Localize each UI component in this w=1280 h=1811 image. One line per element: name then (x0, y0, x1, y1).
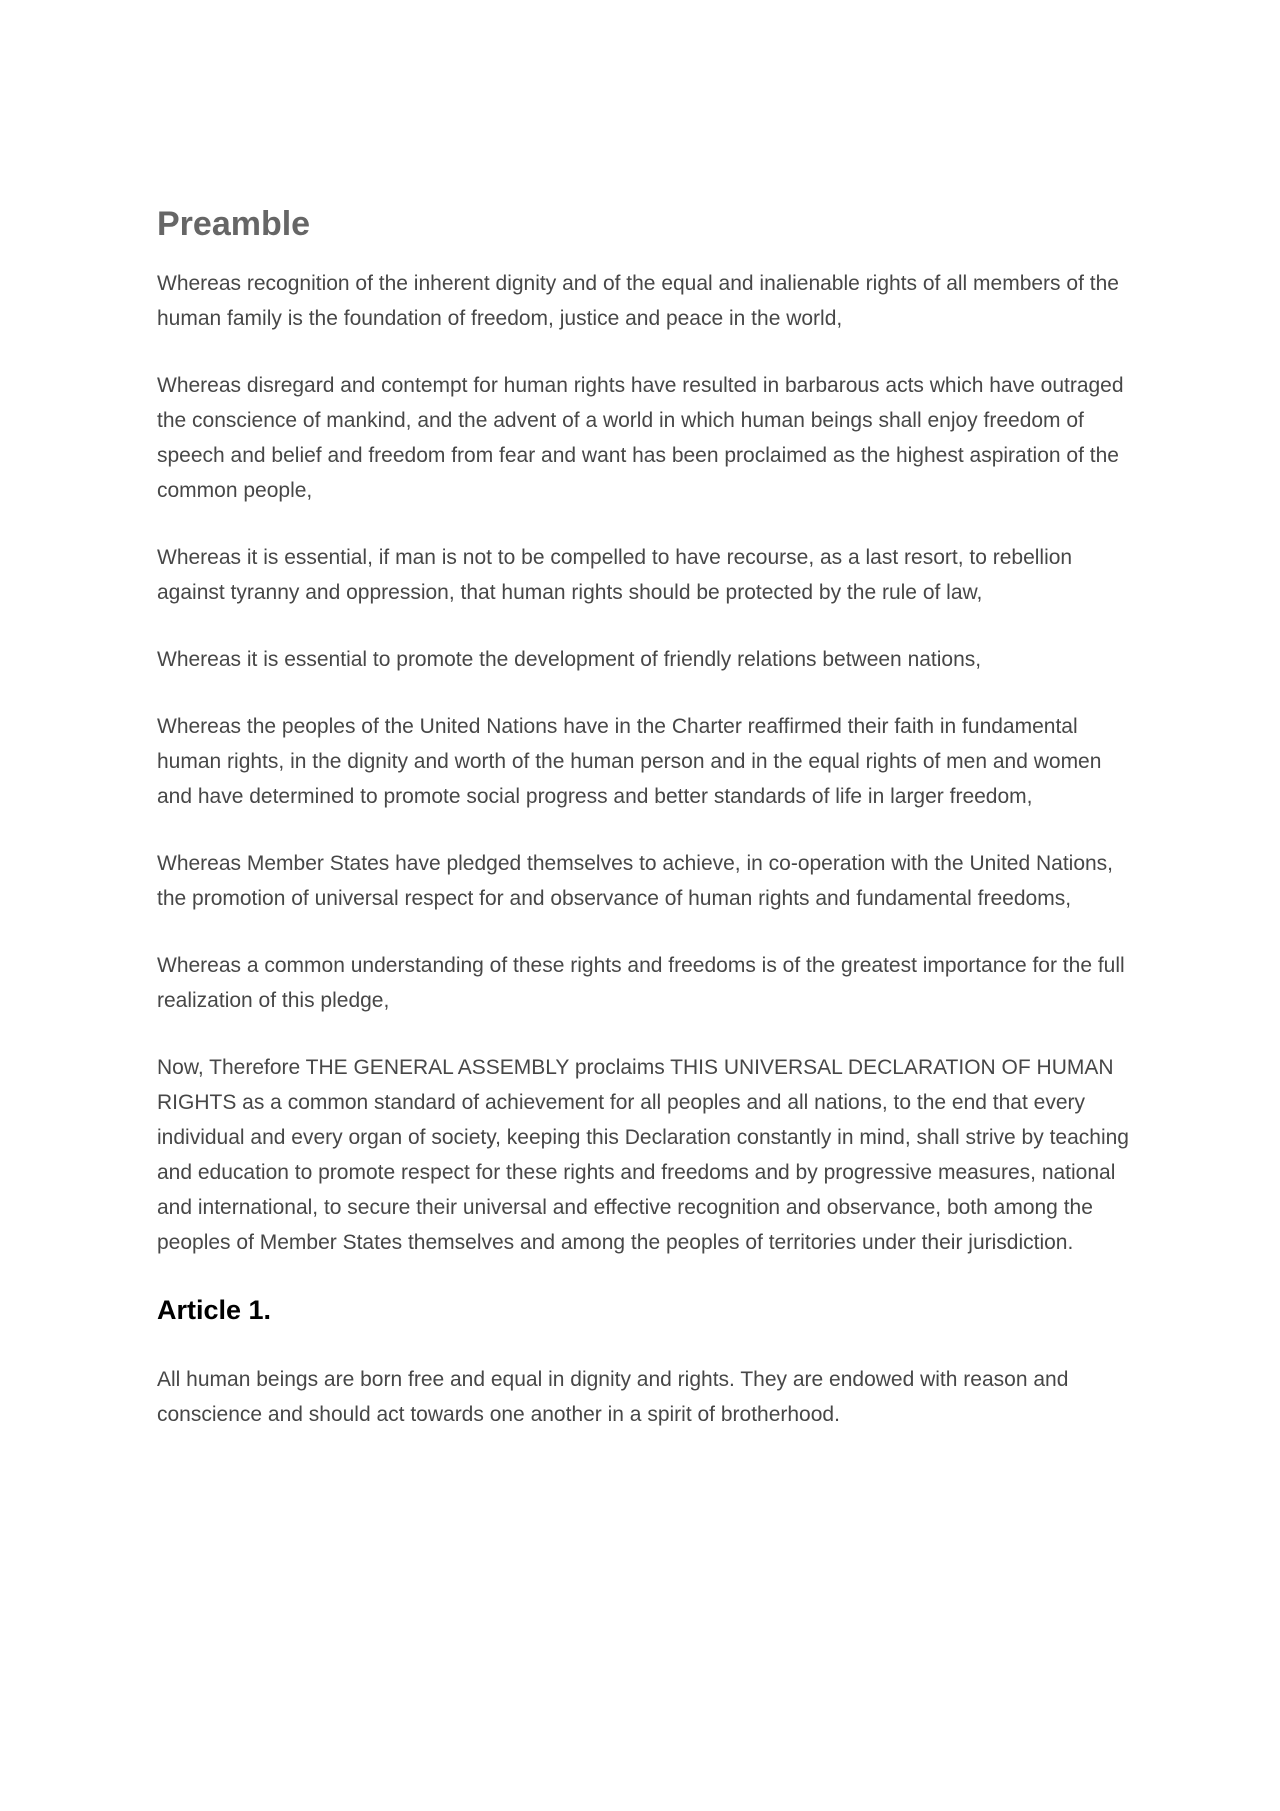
preamble-paragraph: Whereas Member States have pledged themselves to achieve, in co-operation with the United Nations, the promotion of universal respect for and observance of human rights and fundamental freedoms, (157, 852, 1114, 910)
article-1-heading: Article 1. (157, 1295, 272, 1325)
preamble-paragraph: Whereas it is essential, if man is not to be compelled to have recourse, as a last resort, to rebellion against tyranny and oppression, that human rights should be protected by the rule of law, (157, 546, 1073, 604)
article-1-text: All human beings are born free and equal in dignity and rights. They are endowed with reason and conscience and should act towards one another in a spirit of brotherhood. (157, 1368, 1069, 1426)
preamble-paragraph: Whereas disregard and contempt for human rights have resulted in barbarous acts which have outraged the conscience of mankind, and the advent of a world in which human beings shall enjoy freedom of speech and belief and freedom from fear and want has been proclaimed as the highest aspiration of the common people, (157, 374, 1124, 502)
preamble-paragraph: Whereas recognition of the inherent dignity and of the equal and inalienable rights of all members of the human family is the foundation of freedom, justice and peace in the world, (157, 272, 1119, 330)
preamble-paragraph: Whereas the peoples of the United Nations have in the Charter reaffirmed their faith in fundamental human rights, in the dignity and worth of the human person and in the equal rights of men and women and have determined to promote social progress and better standards of life in larger freedom, (157, 715, 1102, 808)
document-page (157, 200, 1142, 1432)
preamble-heading: Preamble (157, 205, 311, 243)
preamble-paragraph: Whereas it is essential to promote the development of friendly relations between nations, (157, 648, 982, 671)
preamble-paragraph: Whereas a common understanding of these rights and freedoms is of the greatest importance for the full realization of this pledge, (157, 954, 1125, 1012)
preamble-paragraph: Now, Therefore THE GENERAL ASSEMBLY proclaims THIS UNIVERSAL DECLARATION OF HUMAN RIGHTS as a common standard of achievement for all peoples and all nations, to the end that every individual and every organ of society, keeping this Declaration constantly in mind, shall strive by teaching and education to promote respect for these rights and freedoms and by progressive measures, national and international, to secure their universal and effective recognition and observance, both among the peoples of Member States themselves and among the peoples of territories under their jurisdiction. (157, 1056, 1129, 1254)
